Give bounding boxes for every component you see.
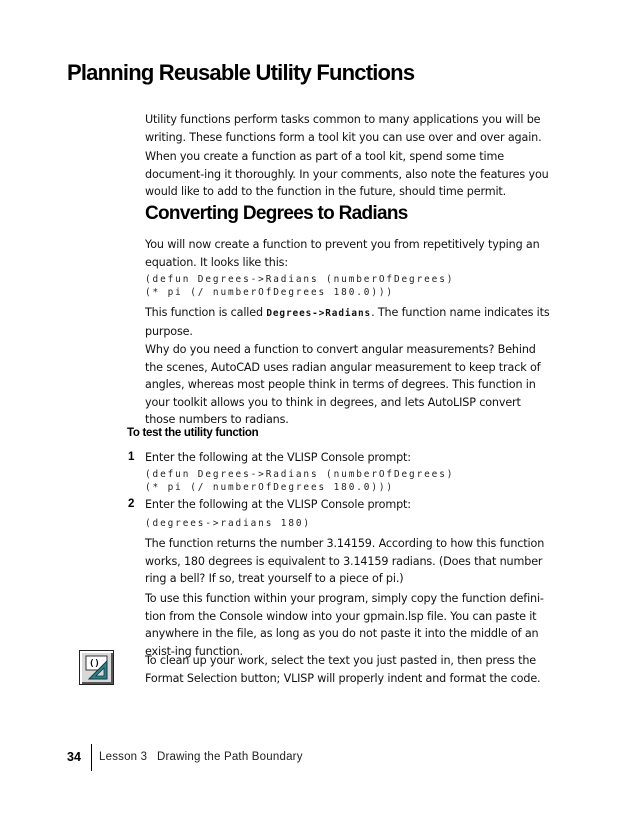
section-heading: Converting Degrees to Radians	[145, 203, 408, 224]
step-text: Enter the following at the VLISP Console prompt:	[145, 498, 411, 511]
step-code-block	[145, 517, 311, 530]
footer-chapter: Drawing the Path Boundary	[157, 751, 303, 763]
procedure-heading: To test the utility function	[127, 427, 259, 439]
page-title: Planning Reusable Utility Functions	[67, 60, 415, 85]
code-line: (* pi (/ numberOfDegrees 180.0)))	[145, 482, 394, 493]
step-number: 2	[128, 498, 135, 510]
intro-paragraph-1: Utility functions perform tasks common to many applications you will be writing. These functions form a tool kit you can use over and over again.	[145, 113, 542, 144]
section-paragraph-1: You will now create a function to prevent you from repetitively typing an equation. It looks like this:	[145, 238, 540, 269]
code-line: (defun Degrees->Radians (numberOfDegrees)	[145, 469, 455, 480]
step-text: Enter the following at the VLISP Console prompt:	[145, 451, 411, 464]
paragraph-text: . The function name indicates its purpose.	[145, 306, 550, 338]
footer-divider	[91, 744, 92, 771]
code-block-1	[145, 273, 454, 299]
code-line: (defun Degrees->Radians (numberOfDegrees)	[145, 274, 455, 285]
paragraph-text: This function is called	[145, 306, 267, 319]
usage-paragraph: To use this function within your program, simply copy the function defini-tion from the Console window into your gpmain.lsp file. You can paste it anywhere in the file, as long as you do not paste it into the middle of an exist-ing function.	[145, 592, 544, 658]
format-selection-icon	[79, 650, 114, 685]
result-paragraph: The function returns the number 3.14159. According to how this function works, 180 degrees is equivalent to 3.14159 radians. (Does that number ring a bell? If so, treat yourself to a piece of pi.)	[145, 537, 545, 585]
section-paragraph-3: Why do you need a function to convert angular measurements? Behind the scenes, AutoCAD uses radian angular measurement to keep track of angles, whereas most people think in terms of degrees. This function in your toolkit allows you to think in degrees, and lets AutoLISP convert those numbers to radians.	[145, 343, 541, 426]
inline-code-function-name: Degrees->Radians	[266, 308, 372, 319]
step-number: 1	[128, 451, 135, 463]
step-code-block	[145, 468, 454, 494]
intro-paragraph-2: When you create a function as part of a tool kit, spend some time document-ing it thoroughly. In your comments, also note the features you would like to add to the function in the future, should time permit.	[145, 150, 549, 198]
page-number: 34	[67, 750, 81, 764]
code-line: (degrees->radians 180)	[145, 518, 311, 529]
format-selection-icon-graphic	[80, 651, 113, 684]
svg-text:(): ()	[89, 659, 100, 669]
code-line: (* pi (/ numberOfDegrees 180.0)))	[145, 287, 394, 298]
footer-lesson: Lesson 3	[99, 751, 148, 763]
tip-paragraph: To clean up your work, select the text you just pasted in, then press the Format Selection button; VLISP will properly indent and format the code.	[145, 654, 541, 685]
section-paragraph-2	[145, 304, 550, 340]
